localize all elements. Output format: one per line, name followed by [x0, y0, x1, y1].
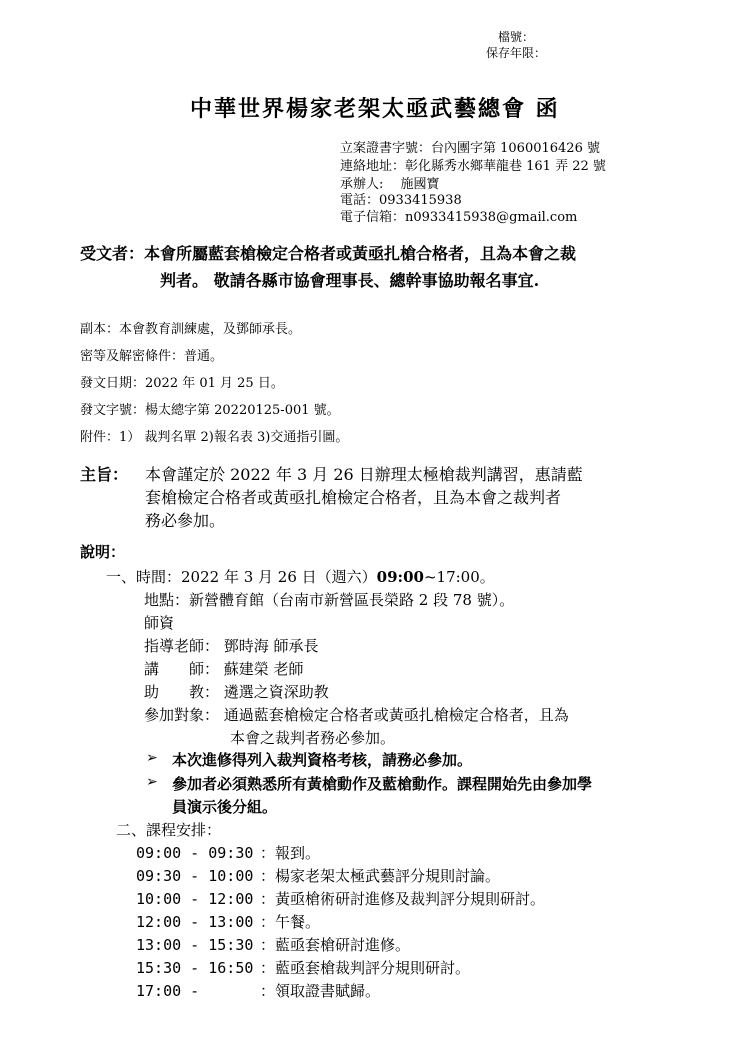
schedule-row: [136, 911, 545, 934]
arrow-bullet-icon: ➢: [146, 774, 158, 790]
item1-time-start: 09:00: [376, 568, 424, 586]
schedule-row: [136, 888, 545, 911]
meta-security: 密等及解密條件：普通。: [80, 349, 224, 364]
subject-line-3: 務必參加。: [145, 511, 226, 530]
issuer-phone: 電話：0933415938: [340, 193, 462, 208]
schedule-row: [136, 934, 545, 957]
archive-retention: 保存年限：: [486, 46, 547, 60]
schedule-row: [136, 980, 545, 1003]
arrow-bullet-icon: ➢: [146, 750, 158, 766]
schedule-activity: ：藍亟套槍裁判評分規則研討。: [260, 959, 471, 977]
item1-location: 地點：新營體育館（台南市新營區長榮路 2 段 78 號）。: [144, 591, 515, 609]
issuer-email: 電子信箱：n0933415938@gmail.com: [340, 210, 578, 225]
meta-cc: 副本：本會教育訓練處，及鄧師承長。: [80, 322, 302, 337]
schedule-time: 15:30 - 16:50: [136, 959, 254, 977]
item1-bullet-2-line-1: 參加者必須熟悉所有黃槍動作及藍槍動作。課程開始先由參加學: [172, 775, 593, 793]
issuer-address: 連絡地址：彰化縣秀水鄉華龍巷 161 弄 22 號: [340, 159, 606, 174]
item1-bullet-2-line-2: 員演示後分組。: [172, 798, 278, 816]
schedule-time: 09:30 - 10:00: [136, 867, 254, 885]
issuer-registration: 立案證書字號：台內團字第 1060016426 號: [340, 141, 600, 156]
item1-participants-2: 本會之裁判者務必參加。: [230, 729, 396, 747]
schedule-time: 17:00 -: [136, 982, 200, 1000]
item1-time-suffix: ~17:00。: [423, 568, 495, 586]
meta-date: 發文日期：2022 年 01 月 25 日。: [80, 376, 284, 391]
item1-time-prefix: 一、時間：2022 年 3 月 26 日（週六）: [106, 568, 377, 586]
item1-bullet-1: 本次進修得列入裁判資格考核，請務必參加。: [172, 751, 473, 769]
schedule-time: 12:00 - 13:00: [136, 913, 254, 931]
item1-lecturer: 講 師： 蘇建榮 老師: [144, 660, 304, 678]
recipient-line-1: 受文者：本會所屬藍套槍檢定合格者或黃亟扎槍合格者，且為本會之裁: [80, 244, 577, 263]
subject-line-2: 套槍檢定合格者或黃亟扎槍檢定合格者，且為本會之裁判者: [145, 488, 562, 507]
item1-faculty: 師資: [144, 614, 175, 632]
schedule-row: [136, 865, 545, 888]
meta-ref-no: 發文字號：楊太總字第 20220125-001 號。: [80, 403, 340, 418]
schedule-activity: ：黃亟槍術研討進修及裁判評分規則研討。: [260, 890, 546, 908]
schedule-row: [136, 957, 545, 980]
schedule-activity: ：報到。: [260, 844, 321, 862]
schedule-list: [136, 842, 545, 1003]
item1-instructor: 指導老師： 鄧時海 師承長: [144, 637, 319, 655]
meta-attachments: 附件：1） 裁判名單 2)報名表 3)交通指引圖。: [80, 430, 349, 445]
item2-label: 二、課程安排：: [116, 821, 222, 839]
subject-label: 主旨：: [80, 465, 129, 484]
document-title: 中華世界楊家老架太亟武藝總會 函: [190, 96, 560, 122]
schedule-time: 09:00 - 09:30: [136, 844, 254, 862]
subject-line-1: 本會謹定於 2022 年 3 月 26 日辦理太極槍裁判講習，惠請藍: [145, 465, 583, 484]
issuer-contact-person: 承辦人: 施國寶: [340, 177, 440, 192]
item1-time: [106, 566, 495, 587]
schedule-activity: ：領取證書賦歸。: [260, 982, 381, 1000]
schedule-activity: ：午餐。: [260, 913, 321, 931]
schedule-activity: ：藍亟套槍研討進修。: [260, 936, 411, 954]
schedule-time: 10:00 - 12:00: [136, 890, 254, 908]
schedule-row: [136, 842, 545, 865]
explanation-label: 說明：: [80, 543, 126, 561]
schedule-activity: ：楊家老架太極武藝評分規則討論。: [260, 867, 501, 885]
recipient-line-2: 判者。 敬請各縣市協會理事長、總幹事協助報名事宜.: [160, 271, 540, 290]
item1-participants-1: 參加對象： 通過藍套槍檢定合格者或黃亟扎槍檢定合格者，且為: [144, 706, 569, 724]
archive-file-no: 檔號：: [498, 30, 535, 44]
item1-assistant: 助 教： 遴選之資深助教: [144, 683, 329, 701]
schedule-time: 13:00 - 15:30: [136, 936, 254, 954]
